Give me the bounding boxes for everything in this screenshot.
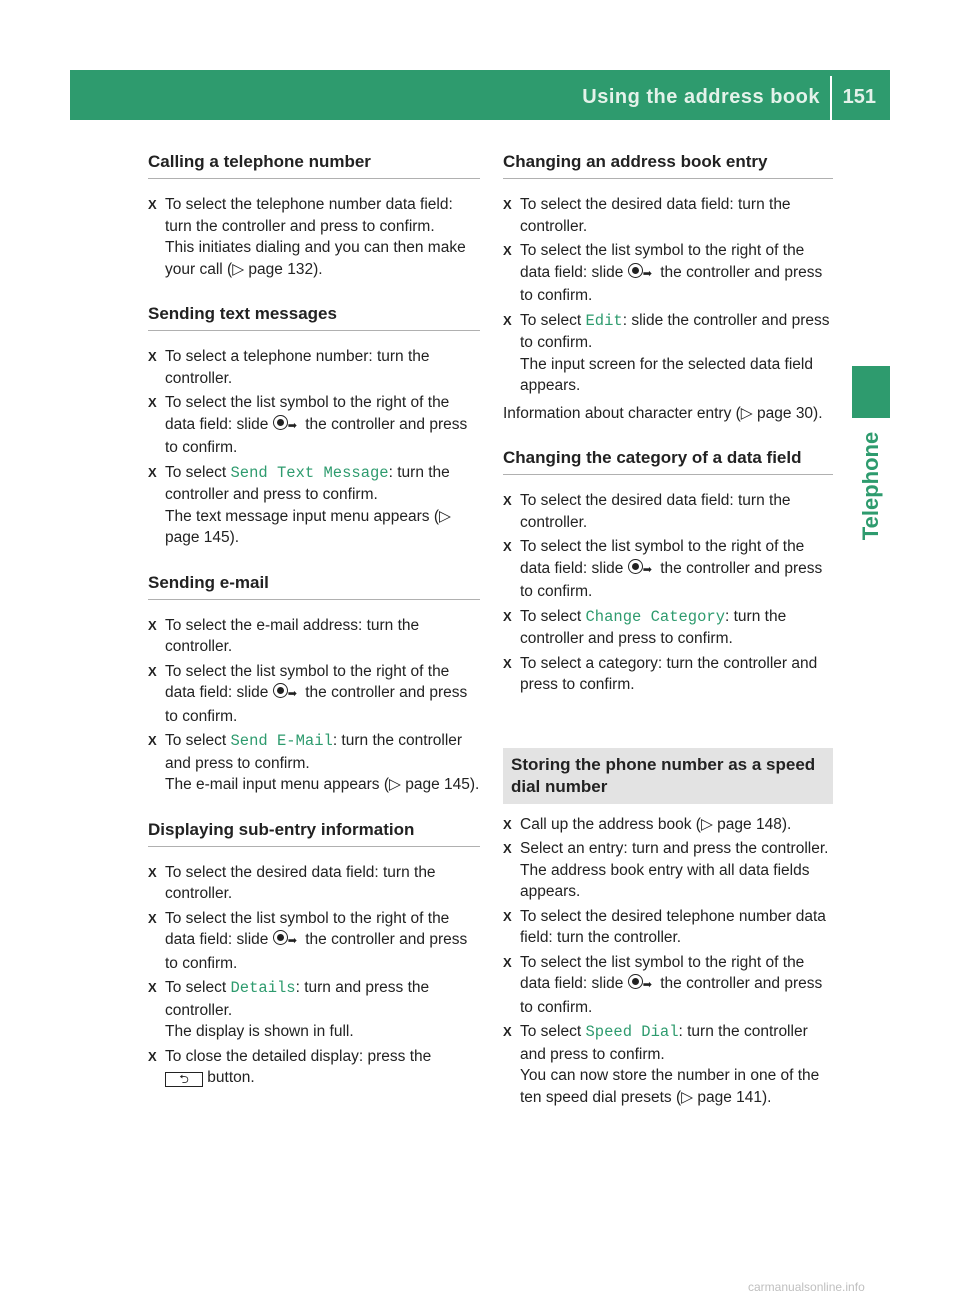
section-heading: Displaying sub-entry information — [148, 820, 480, 847]
section-heading: Sending text messages — [148, 304, 480, 331]
list-item: X To select the desired data field: turn the controller. — [503, 490, 833, 533]
controller-icon — [628, 974, 643, 989]
right-column — [503, 152, 833, 1111]
list-item: X Select an entry: turn and press the controller. The address book entry with all data fields appears. — [503, 838, 833, 903]
list-item: X To close the detailed display: press the ⮌ button. — [148, 1046, 480, 1089]
note-text: Information about character entry (▷ page 30). — [503, 404, 823, 422]
page-ref-arrow-icon: ▷ — [232, 260, 245, 278]
slide-right-icon: ➡ — [287, 935, 297, 947]
list-item: X To select the desired telephone number data field: turn the controller. — [503, 906, 833, 949]
section-heading: Calling a telephone number — [148, 152, 480, 179]
header-separator — [830, 76, 832, 120]
list-item: X To select the list symbol to the right of the data field: slide ➡ the controller and press to confirm. — [503, 952, 833, 1019]
menu-item-code: Speed Dial — [585, 1023, 679, 1041]
page-ref-arrow-icon: ▷ — [740, 404, 753, 422]
subsection-banner: Storing the phone number as a speed dial number — [503, 748, 833, 804]
back-button-icon: ⮌ — [165, 1072, 203, 1087]
list-item: X To select Send Text Message: turn the controller and press to confirm. The text message input menu appears (▷ page 145). — [148, 462, 480, 549]
menu-item-code: Send Text Message — [230, 463, 389, 482]
controller-icon — [273, 415, 288, 430]
instruction-list — [148, 346, 480, 549]
list-item: X To select the e-mail address: turn the controller. — [148, 615, 480, 658]
page-ref-arrow-icon: ▷ — [681, 1088, 694, 1106]
list-item: X To select Details: turn and press the controller. The display is shown in full. — [148, 977, 480, 1043]
list-item: X To select the desired data field: turn the controller. — [503, 194, 833, 237]
menu-item-code: Send E-Mail — [230, 732, 333, 750]
controller-icon — [628, 559, 643, 574]
menu-item-code: Change Category — [585, 607, 726, 626]
list-item: X To select the telephone number data field: turn the controller and press to confirm. This initiates dialing and you can then make your call (▷ page 132). — [148, 194, 480, 280]
slide-right-icon: ➡ — [287, 419, 297, 432]
list-item: X To select the list symbol to the right of the data field: slide ➡ the controller and press to confirm. — [148, 392, 480, 459]
list-item: X To select Send E-Mail: turn the controller and press to confirm. The e-mail input menu appears (▷ page 145). — [148, 730, 480, 796]
list-item: X To select the list symbol to the right of the data field: slide ➡ the controller and press to confirm. — [148, 661, 480, 728]
controller-icon — [273, 930, 288, 945]
page-header — [70, 70, 890, 120]
menu-item-code: Edit — [585, 311, 623, 330]
instruction-list — [503, 490, 833, 696]
list-item: X To select a category: turn the controller and press to confirm. — [503, 653, 833, 696]
slide-right-icon: ➡ — [642, 267, 652, 280]
instruction-list — [148, 862, 480, 1089]
section-heading: Sending e-mail — [148, 573, 480, 600]
instruction-list — [148, 615, 480, 796]
instruction-list — [503, 194, 833, 397]
list-item: X To select the desired data field: turn the controller. — [148, 862, 480, 905]
controller-icon — [628, 263, 643, 278]
page-header-title: Using the address book — [582, 86, 820, 108]
list-item: X To select a telephone number: turn the controller. — [148, 346, 480, 389]
menu-item-code: Details — [230, 979, 296, 997]
list-item: X To select the list symbol to the right of the data field: slide ➡ the controller and press to confirm. — [503, 240, 833, 307]
watermark: carmanualsonline.info — [748, 1280, 865, 1294]
list-item: X Call up the address book (▷ page 148). — [503, 814, 833, 836]
list-item: X To select Change Category: turn the controller and press to confirm. — [503, 606, 833, 650]
slide-right-icon: ➡ — [287, 688, 297, 700]
instruction-list — [148, 194, 480, 280]
list-item: X To select Edit: slide the controller and press to confirm. The input screen for the selected data field appears. — [503, 310, 833, 397]
list-item: X To select the list symbol to the right of the data field: slide ➡ the controller and press to confirm. — [148, 908, 480, 975]
page-ref-arrow-icon: ▷ — [438, 507, 451, 525]
page-number: 151 — [842, 86, 876, 108]
section-heading: Changing the category of a data field — [503, 448, 833, 475]
list-item: X To select Speed Dial: turn the controller and press to confirm. You can now store the number in one of the ten speed dial presets (▷ page 141). — [503, 1021, 833, 1108]
section-tab-marker — [852, 366, 890, 418]
page-ref-arrow-icon: ▷ — [389, 776, 401, 793]
page-ref-arrow-icon: ▷ — [700, 815, 713, 833]
controller-icon — [273, 683, 288, 698]
slide-right-icon: ➡ — [642, 979, 652, 991]
list-item: X To select the list symbol to the right of the data field: slide ➡ the controller and press to confirm. — [503, 536, 833, 603]
instruction-list — [503, 814, 833, 1109]
section-tab-label: Telephone — [858, 431, 883, 541]
section-heading: Changing an address book entry — [503, 152, 833, 179]
left-column — [148, 152, 480, 1092]
slide-right-icon: ➡ — [642, 563, 652, 576]
